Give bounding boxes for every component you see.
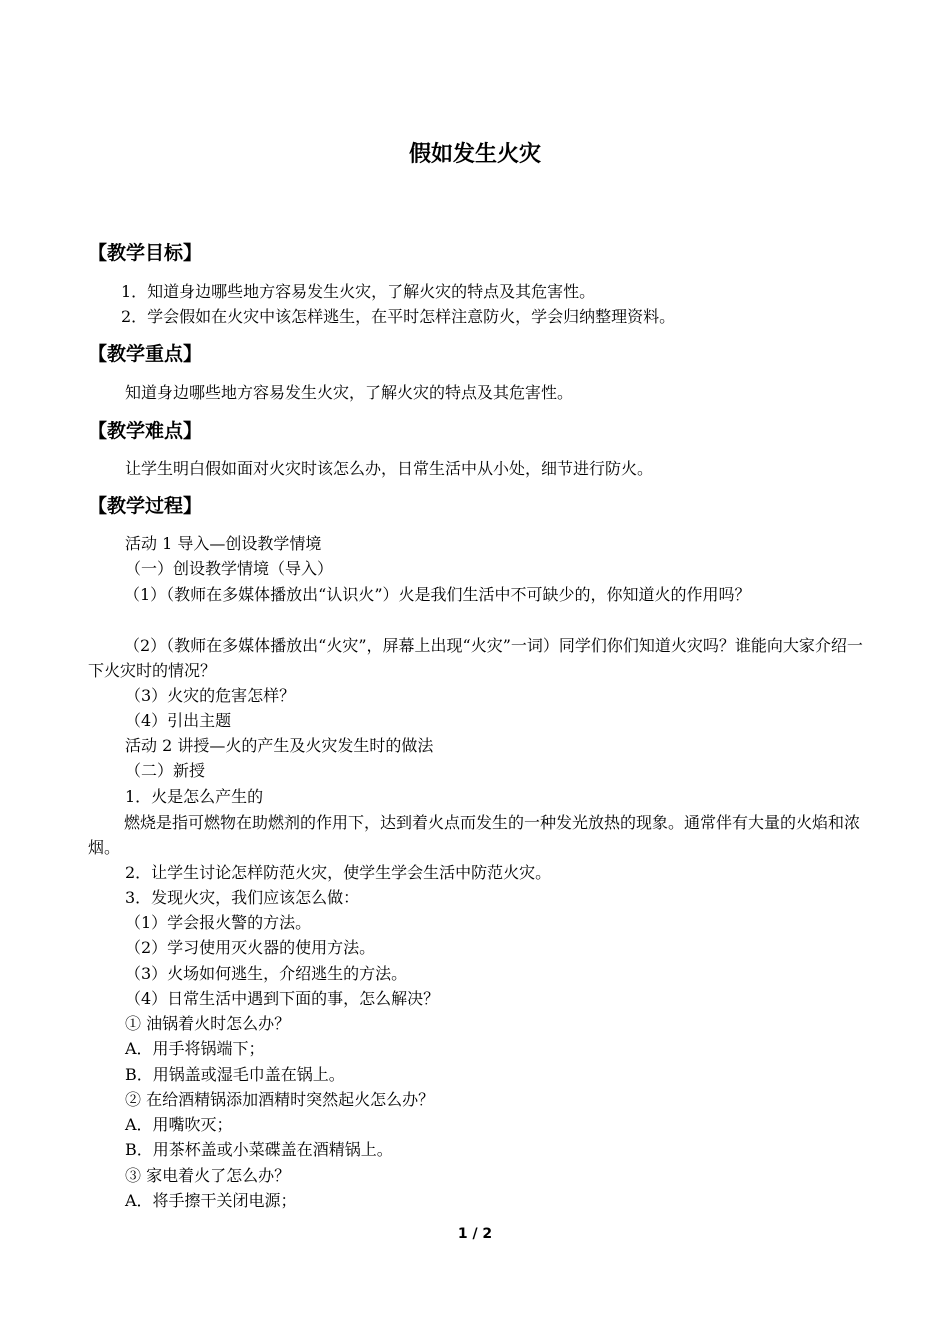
- objective-item: 1．知道身边哪些地方容易发生火灾，了解火灾的特点及其危害性。: [121, 282, 596, 301]
- process-line: B．用锅盖或湿毛巾盖在锅上。: [125, 1065, 345, 1084]
- process-paragraph: （2）（教师在多媒体播放出“火灾”，屏幕上出现“火灾”一词）同学们你们知道火灾吗？谁能向大家介绍一下火灾时的情况？: [88, 636, 863, 680]
- process-line: A．将手擦干关闭电源；: [125, 1191, 297, 1210]
- heading-difficulties: 【教学难点】: [88, 420, 203, 442]
- difficulties-text: 让学生明白假如面对火灾时该怎么办，日常生活中从小处，细节进行防火。: [125, 459, 654, 478]
- process-line: A．用手将锅端下；: [125, 1039, 265, 1058]
- process-paragraph: （1）（教师在多媒体播放出“认识火”）火是我们生活中不可缺少的，你知道火的作用吗？: [124, 585, 751, 604]
- process-line: （一）创设教学情境（导入）: [125, 559, 334, 578]
- process-line: 活动 2 讲授—火的产生及火灾发生时的做法: [125, 736, 434, 755]
- process-line: A．用嘴吹灭；: [125, 1115, 233, 1134]
- process-line: 1．火是怎么产生的: [125, 787, 264, 806]
- document-title: 假如发生火灾: [408, 142, 541, 167]
- process-line: （4）引出主题: [125, 711, 232, 730]
- process-line: （4）日常生活中遇到下面的事，怎么解决？: [125, 989, 440, 1008]
- process-line: 2．让学生讨论怎样防范火灾，使学生学会生活中防范火灾。: [125, 863, 552, 882]
- heading-key-points: 【教学重点】: [88, 343, 203, 365]
- process-line: ① 油锅着火时怎么办？: [125, 1014, 291, 1033]
- process-line: （2）学习使用灭火器的使用方法。: [125, 938, 376, 957]
- objective-item: 2．学会假如在火灾中该怎样逃生，在平时怎样注意防火，学会归纳整理资料。: [121, 307, 676, 326]
- process-line: 活动 1 导入—创设教学情境: [125, 534, 322, 553]
- process-line: （3）火场如何逃生，介绍逃生的方法。: [125, 964, 408, 983]
- process-line: B．用茶杯盖或小菜碟盖在酒精锅上。: [125, 1140, 393, 1159]
- process-line: （1）学会报火警的方法。: [125, 913, 312, 932]
- page-indicator: 1 / 2: [457, 1226, 493, 1242]
- process-line: ② 在给酒精锅添加酒精时突然起火怎么办？: [125, 1090, 435, 1109]
- process-line: 3．发现火灾，我们应该怎么做：: [125, 888, 360, 907]
- heading-objectives: 【教学目标】: [88, 242, 203, 264]
- process-line: ③ 家电着火了怎么办？: [125, 1166, 291, 1185]
- process-line: （二）新授: [125, 761, 206, 780]
- key-points-text: 知道身边哪些地方容易发生火灾，了解火灾的特点及其危害性。: [125, 383, 574, 402]
- process-line: （3）火灾的危害怎样？: [125, 686, 296, 705]
- heading-process: 【教学过程】: [88, 495, 203, 517]
- process-paragraph: 燃烧是指可燃物在助燃剂的作用下，达到着火点而发生的一种发光放热的现象。通常伴有大量的火焰和浓烟。: [88, 813, 861, 857]
